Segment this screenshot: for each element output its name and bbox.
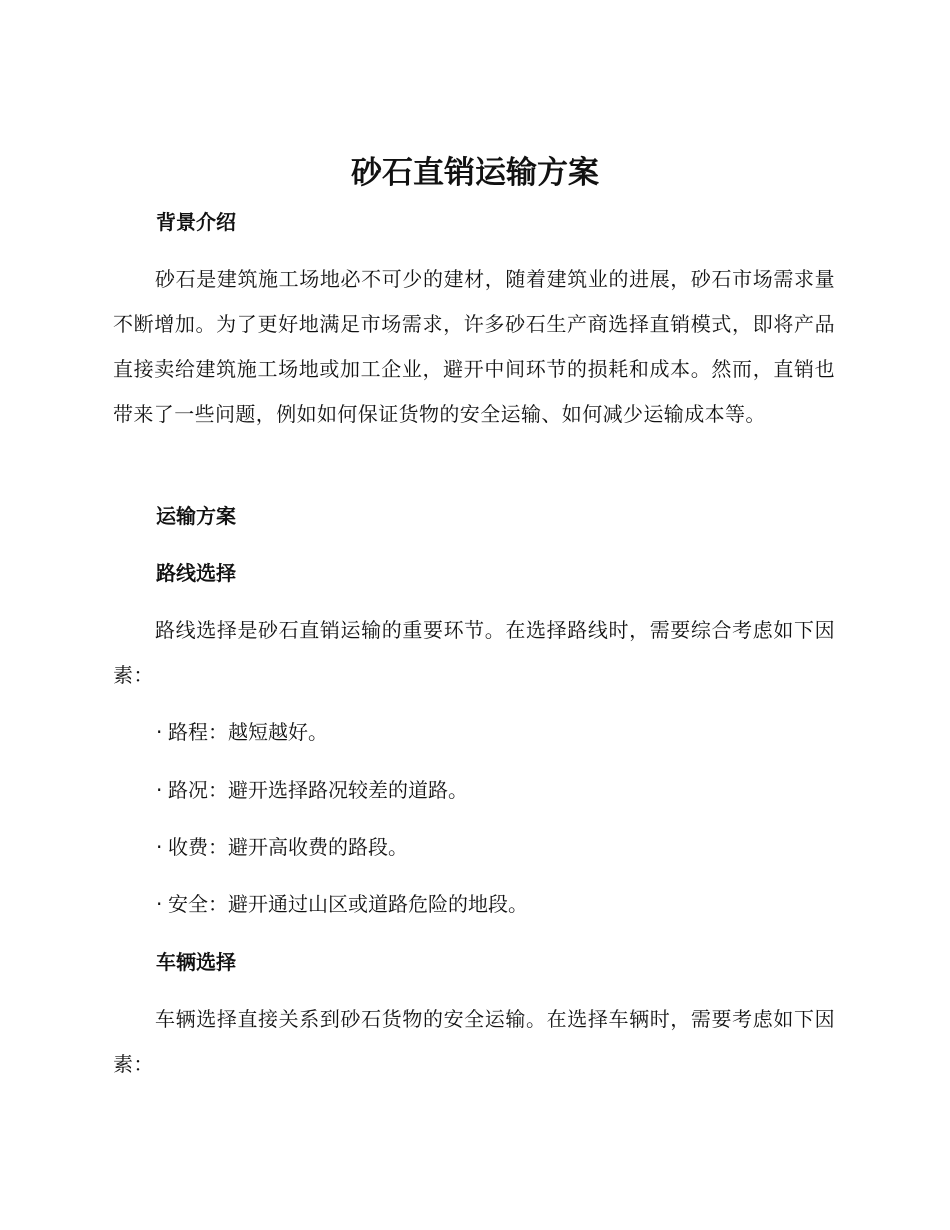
- list-item: [156, 832, 408, 862]
- bullet-icon: ·: [156, 720, 163, 744]
- list-item-text: 安全：避开通过山区或道路危险的地段。: [168, 892, 528, 916]
- bullet-icon: ·: [156, 778, 163, 802]
- list-item: [156, 717, 328, 747]
- list-item-text: 路程：越短越好。: [168, 720, 328, 744]
- paragraph-background: 砂石是建筑施工场地必不可少的建材，随着建筑业的进展，砂石市场需求量不断增加。为了更好地满足市场需求，许多砂石生产商选择直销模式，即将产品直接卖给建筑施工场地或加工企业，避开中间环节的损耗和成本。然而，直销也带来了一些问题，例如如何保证货物的安全运输、如何减少运输成本等。: [113, 267, 835, 426]
- paragraph-route-selection: 路线选择是砂石直销运输的重要环节。在选择路线时，需要综合考虑如下因素：: [113, 618, 835, 687]
- list-item-text: 路况：避开选择路况较差的道路。: [168, 778, 468, 802]
- list-item: [156, 775, 468, 805]
- heading-route-selection: 路线选择: [156, 561, 236, 585]
- document-title: 砂石直销运输方案: [351, 155, 599, 191]
- list-item-text: 收费：避开高收费的路段。: [168, 835, 408, 859]
- heading-vehicle-selection: 车辆选择: [156, 950, 236, 974]
- bullet-icon: ·: [156, 892, 163, 916]
- list-item: [156, 889, 528, 919]
- heading-background: 背景介绍: [156, 210, 236, 234]
- paragraph-vehicle-selection: 车辆选择直接关系到砂石货物的安全运输。在选择车辆时，需要考虑如下因素：: [113, 1007, 835, 1076]
- bullet-icon: ·: [156, 835, 163, 859]
- heading-transport-plan: 运输方案: [156, 504, 236, 528]
